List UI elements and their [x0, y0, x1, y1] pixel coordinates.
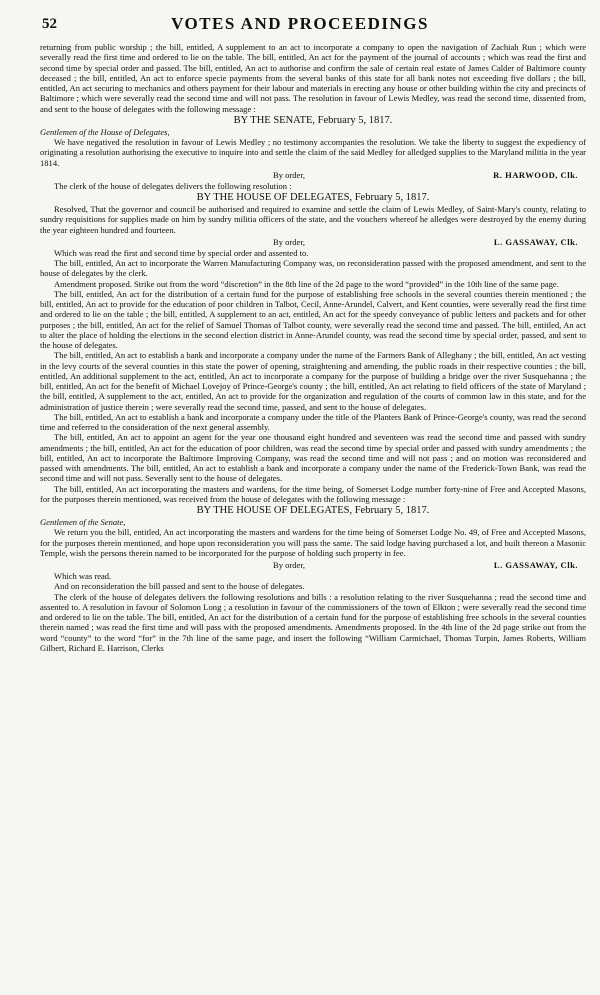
by-order-text: By order, — [273, 236, 305, 247]
paragraph: The clerk of the house of delegates delivers the following resolution : — [54, 180, 292, 191]
section-heading: BY THE HOUSE OF DELEGATES, February 5, 1817. — [196, 192, 430, 203]
paragraph: We return you the bill, entitled, An act incorporating the masters and wardens for the time being of Somerset Lodge No. 49, of Free and Accepted Masons, for the purposes therein mentioned, and hope upon reconsideration you will pass the same. The said lodge having purchased a lot, and built thereon a Masonic Temple, wish the persons therein named to be incorporated for the purpose of holding such property in fee. — [40, 527, 586, 558]
paragraph: Amendment proposed. Strike out from the word “discretion” in the 8th line of the 2d page to the word “provided” in the 10th line of the same page. — [54, 278, 559, 289]
signature-line — [40, 170, 586, 181]
paragraph: We have negatived the resolution in favour of Lewis Medley ; no testimony accompanies the resolution. We take the liberty to suggest the expediency of originating a resolution authorising the executive to inquire into and settle the claim of the said Medley for alledged supplies to the Maryland militia in the year 1814. — [40, 137, 586, 168]
salutation: Gentlemen of the House of Delegates, — [40, 126, 170, 137]
page-title: VOTES AND PROCEEDINGS — [171, 14, 429, 33]
paragraph: The bill, entitled, An act for the distribution of a certain fund for the purpose of establishing free schools in the several counties therein mentioned ; the bill, entitled, An act to provide for the education of poor children in Talbot, Cecil, Anne-Arundel, Calvert, and Kent counties, were severally read the first time and ordered to lie on the table ; the bill, entitled, A supplement to an act, entitled, An act for the speedy conveyance of public letters and packets and for other purposes ; the bill, entitled, An act for the relief of Samuel Thomas of Talbot county, were severally read the second time and passed. The bill, entitled, An act to alter the place of holding the elections in the second election district in Anne-Arundel county, was read the second time by special order, passed, and sent to the house of delegates. — [40, 288, 586, 350]
paragraph: Resolved, That the governor and council be authorised and required to examine and settle the claim of Lewis Medley, of Saint-Mary's county, relating to sundry requisitions for supplies made on him by sundry militia officers of the state, and the vouchers whereof he alledges were destroyed by the enemy during the year eighteen hundred and fourteen. — [40, 204, 586, 235]
by-order-text: By order, — [273, 169, 305, 180]
signature-line — [40, 237, 586, 248]
page-number: 52 — [42, 16, 57, 32]
running-header — [0, 0, 600, 40]
paragraph: The clerk of the house of delegates delivers the following resolutions and bills : a resolution relating to the river Susquehanna ; read the second time and assented to. A resolution in favour of Solomon Long ; a resolution in favour of the commissioners of the town of Elkton ; were severally read the second time and ordered to lie on the table. The bill, entitled, An act for the distribution of a certain fund for the purpose of establishing free schools in the several counties therein named ; was read the first time and will pass with the proposed amendments. Amendments proposed. In the 4th line of the 2d page strike out from the word “county” to the word “for” in the 7th line of the same page, and insert the following “William Carmichael, Thomas Turpin, James Roberts, William Gilbert, Richard E. Harrison, Clerks — [40, 591, 586, 653]
clerk-signature: L. GASSAWAY, Clk. — [493, 560, 578, 570]
paragraph: returning from public worship ; the bill, entitled, A supplement to an act to incorporate a company to open the navigation of Zachiah Run ; which were severally read the first time and ordered to lie on the table. The bill, entitled, An act for the payment of the journal of accounts ; which was read the first and second time by special order and passed. The bill, entitled, An act to authorise and confirm the sale of certain real estate of James Calder of Baltimore county deceased ; the bill, entitled, An act to enforce specie payments from the several banks of this state for all bank notes not exceeding five dollars ; the bill, entitled, An act securing to mechanics and others payment for their labour and materials in erecting any house or other building within the city and precincts of Baltimore ; which were severally read the second time and will not pass. The resolution in favour of Lewis Medley, was read the second time, dissented from, and sent to the house of delegates with the following message : — [40, 42, 586, 114]
section-heading: BY THE HOUSE OF DELEGATES, February 5, 1817. — [196, 505, 430, 516]
paragraph: The bill, entitled, An act to appoint an agent for the year one thousand eight hundred and seventeen was read the second time and passed with sundry amendments ; the bill, entitled, An act for the education of poor children, was read the second time by special order and passed with sundry amendments ; the bill, entitled, An act to incorporate the Baltimore Improving Company, was read the second time and will not pass ; and on motion was reconsidered and passed with amendments. The bill, entitled, An act to establish a bank and incorporate a company under the name of the Frederick-Town Bank, was read the second time and will not pass. Severally sent to the house of delegates. — [40, 432, 586, 484]
paragraph: The bill, entitled, An act incorporating the masters and wardens, for the time being, of Somerset Lodge number forty-nine of Free and Accepted Masons, for the purposes therein mentioned, was received from the house of delegates with the following message : — [40, 483, 586, 504]
signature-line — [40, 560, 586, 571]
clerk-signature: L. GASSAWAY, Clk. — [493, 236, 578, 247]
paragraph: The bill, entitled, An act to establish a bank and incorporate a company under the name of the Farmers Bank of Alleghany ; the bill, entitled, An act vesting in the levy courts of the several counties in this state the power of opening, straightening and amending, the public roads in their respective counties ; the bill, entitled, An additional supplement to the act, entitled, An act to incorporate a company for the purpose of building a bridge over the river Susquehanna ; the bill, entitled, An act for the benefit of Michael Lovejoy of Prince-George's county ; the bill, entitled, An act relating to field officers of the state of Maryland ; the bill, entitled, A supplement to the act, entitled, An act to provide for the organization and regulation of the courts of common law in this state, and for the administration of justice therein ; were severally read the second time, passed, and sent to the house of delegates. — [40, 350, 586, 412]
paragraph: The bill, entitled, An act to incorporate the Warren Manufacturing Company was, on reconsideration passed with the proposed amendment, and sent to the house of delegates by the clerk. — [40, 258, 586, 279]
document-body — [40, 42, 586, 653]
paragraph: And on reconsideration the bill passed and sent to the house of delegates. — [54, 581, 305, 592]
by-order-text: By order, — [273, 560, 305, 570]
section-heading: BY THE SENATE, February 5, 1817. — [233, 114, 393, 126]
clerk-signature: R. HARWOOD, Clk. — [493, 169, 578, 180]
salutation: Gentlemen of the Senate, — [40, 517, 126, 527]
paragraph: The bill, entitled, An act to establish a bank and incorporate a company under the title of the Planters Bank of Prince-George's county, was read the second time and referred to the consideration of the next general assembly. — [40, 411, 586, 432]
paragraph: Which was read. — [54, 571, 112, 581]
paragraph: Which was read the first and second time by special order and assented to. — [54, 247, 309, 258]
